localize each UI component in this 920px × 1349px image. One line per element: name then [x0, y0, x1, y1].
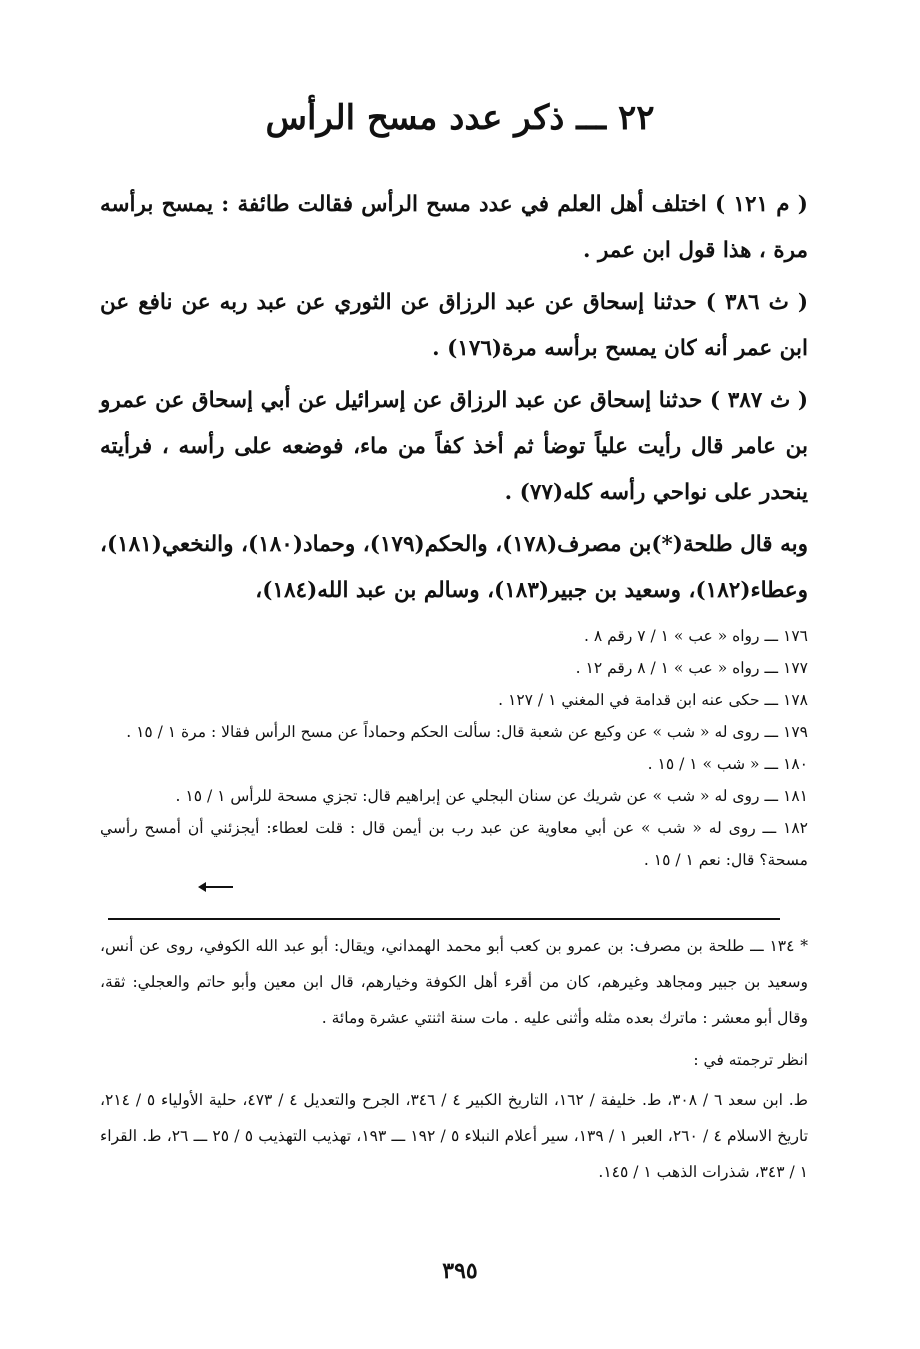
footnote: ١٨٢ ـــ روى له « شب » عن أبي معاوية عن عبد رب بن أيمن قال : قلت لعطاء: أيجزئني أن أمسح رأسي مسحة؟ قال: نعم ١ / ١٥ . [100, 819, 808, 869]
paragraph: ( م ١٢١ ) اختلف أهل العلم في عدد مسح الرأس فقالت طائفة : يمسح برأسه مرة ، هذا قول ابن عمر . [100, 192, 808, 263]
main-text [100, 182, 808, 620]
separator-rule [108, 918, 780, 920]
footnotes [100, 620, 808, 876]
paragraph: وبه قال طلحة(*)بن مصرف(١٧٨)، والحكم(١٧٩)، وحماد(١٨٠)، والنخعي(١٨١)، وعطاء(١٨٢)، وسعيد بن جبير(١٨٣)، وسالم بن عبد الله(١٨٤)، [100, 532, 808, 603]
footnote: ١٧٦ ـــ رواه « عب » ١ / ٧ رقم ٨ . [583, 627, 808, 645]
footnote: ١٧٩ ـــ روى له « شب » عن وكيع عن شعبة قال: سألت الحكم وحماداً عن مسح الرأس فقالا : مرة ١ / ١٥ . [126, 723, 808, 741]
section-heading: ٢٢ ـــ ذكر عدد مسح الرأس [265, 98, 655, 138]
footnote: ١٧٨ ـــ حكى عنه ابن قدامة في المغني ١ / ١٢٧ . [498, 691, 808, 709]
see-label: انظر ترجمته في : [693, 1051, 808, 1069]
page-number: ٣٩٥ [442, 1258, 478, 1284]
footnote: ١٨١ ـــ روى له « شب » عن شريك عن سنان البجلي عن إبراهيم قال: تجزي مسحة للرأس ١ / ١٥ . [175, 787, 808, 805]
biography-text: * ١٣٤ ـــ طلحة بن مصرف: بن عمرو بن كعب أبو محمد الهمداني، ويقال: أبو عبد الله الكوفي، روى عن أنس، وسعيد بن جبير ومجاهد وغيرهم، كان من أقرء أهل الكوفة وخيارهم، قال ابن معين وأبو حاتم والعجلي: ثقة، وقال أبو معشر : ماترك بعده مثله وأثنى عليه . مات سنة اثنتي عشرة ومائة . [100, 937, 808, 1027]
biography-references: ط. ابن سعد ٦ / ٣٠٨، ط. خليفة / ١٦٢، التاريخ الكبير ٤ / ٣٤٦، الجرح والتعديل ٤ / ٤٧٣، حلية الأولياء ٥ / ٢١٤، تاريخ الاسلام ٤ / ٢٦٠، العبر ١ / ١٣٩، سير أعلام النبلاء ٥ / ١٩٢ ـــ ١٩٣، تهذيب التهذيب ٥ / ٢٥ ـــ ٢٦، ط. القراء ١ / ٣٤٣، شذرات الذهب ١ / ١٤٥. [100, 1091, 809, 1181]
continuation-arrow-icon [205, 886, 233, 888]
paragraph: ( ث ٣٨٦ ) حدثنا إسحاق عن عبد الرزاق عن الثوري عن عبد ربه عن نافع عن ابن عمر أنه كان يمسح برأسه مرة(١٧٦) . [100, 290, 808, 361]
footnote: ١٨٠ ـــ « شب » ١ / ١٥ . [647, 755, 808, 773]
footnote: ١٧٧ ـــ رواه « عب » ١ / ٨ رقم ١٢ . [575, 659, 808, 677]
biography-note [100, 928, 808, 1082]
paragraph: ( ث ٣٨٧ ) حدثنا إسحاق عن عبد الرزاق عن إسرائيل عن أبي إسحاق عن عمرو بن عامر قال رأيت علياً توضأ ثم أخذ كفاً من ماء، فوضعه على رأسه ، فرأيته ينحدر على نواحي رأسه كله(٧٧) . [100, 388, 808, 505]
